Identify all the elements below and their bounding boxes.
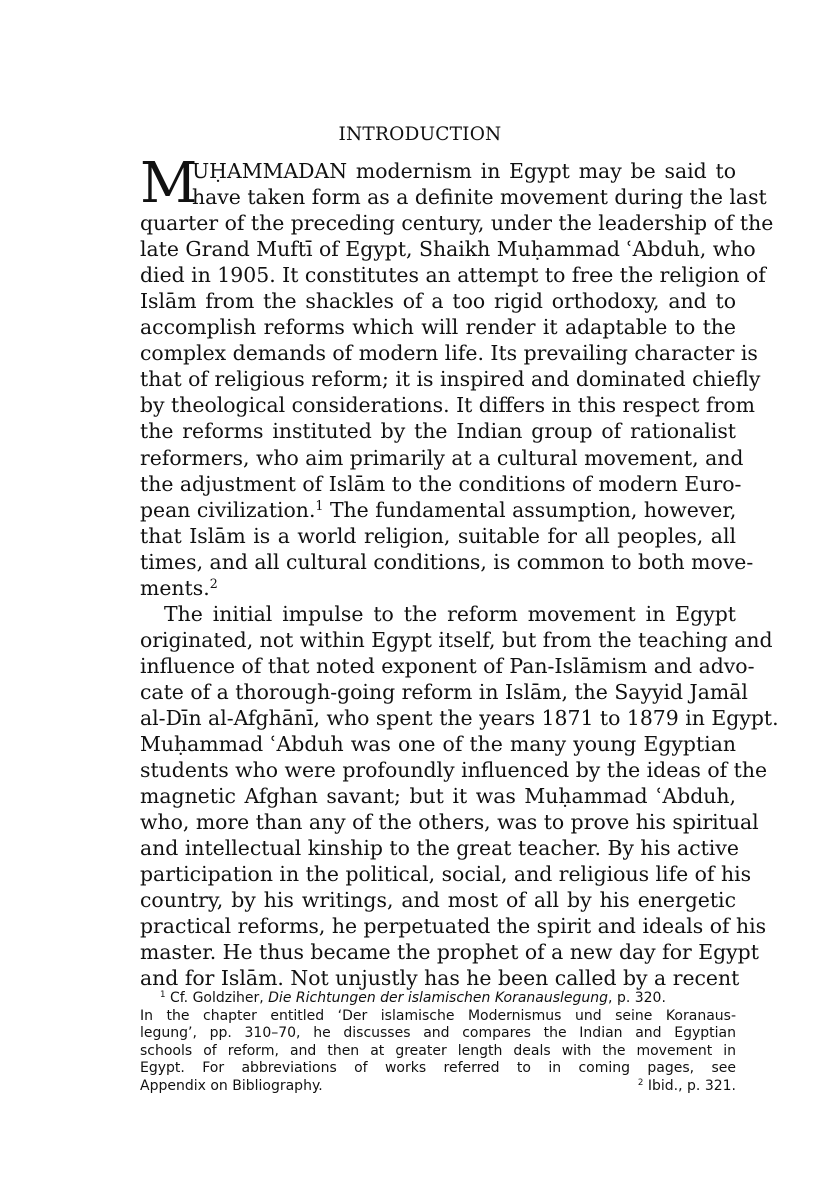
page-title: INTRODUCTION: [338, 124, 502, 145]
body-line: have taken form as a definite movement during the last: [192, 185, 767, 210]
footnote-book-title: Die Richtungen der islamischen Koranauslegung: [268, 990, 609, 1006]
body-line-with-note: [140, 575, 736, 601]
body-line: and for Islām. Not unjustly has he been called by a recent: [140, 966, 740, 991]
body-line: cate of a thorough-going reform in Islām, the Sayyid Jamāl: [140, 679, 748, 704]
body-line-part: pean civilization.: [140, 497, 316, 522]
footnote-ref-2: 2: [209, 575, 218, 591]
body-line-part: The fundamental assumption, however,: [323, 497, 737, 522]
body-line: country, by his writings, and most of all by his energetic: [140, 888, 736, 913]
body-line: died in 1905. It constitutes an attempt to free the religion of: [140, 263, 766, 288]
body-line: complex demands of modern life. Its prevailing character is: [140, 341, 758, 366]
footnote-2: [638, 1078, 736, 1096]
body-line: that of religious reform; it is inspired and dominated chiefly: [140, 367, 761, 392]
body-line: The initial impulse to the reform movement in Egypt: [164, 601, 736, 626]
footnote-mark-2: 2: [637, 1078, 644, 1089]
body-line: quarter of the preceding century, under the leadership of the: [140, 211, 774, 236]
footnote-line: legung’, pp. 310–70, he discusses and compares the Indian and Egyptian: [140, 1025, 736, 1042]
body-line: the adjustment of Islām to the conditions of modern Euro-: [140, 471, 742, 496]
body-line: reformers, who aim primarily at a cultural movement, and: [140, 445, 744, 470]
body-line: Muḥammad ʿAbduh was one of the many young Egyptian: [140, 732, 736, 757]
body-line-with-note: [140, 497, 736, 523]
body-line: students who were profoundly influenced by the ideas of the: [140, 758, 768, 783]
footnote-line: In the chapter entitled ‘Der islamische Modernismus und seine Koranaus-: [140, 1007, 736, 1024]
footnote-line: Appendix on Bibliography.: [140, 1077, 323, 1094]
footnote-final-line: [140, 1078, 736, 1096]
body-line: influence of that noted exponent of Pan-Islāmism and advo-: [140, 653, 755, 678]
body-line: that Islām is a world religion, suitable for all peoples, all: [140, 523, 736, 548]
body-line: times, and all cultural conditions, is common to both move-: [140, 549, 754, 574]
body-line: who, more than any of the others, was to prove his spiritual: [140, 810, 759, 835]
body-line: originated, not within Egypt itself, but from the teaching and: [140, 627, 773, 652]
body-line: and intellectual kinship to the great teacher. By his active: [140, 836, 739, 861]
body-line: magnetic Afghan savant; but it was Muḥammad ʿAbduh,: [140, 784, 736, 809]
footnote-2-text: Ibid., p. 321.: [643, 1077, 736, 1094]
footnote-text: Cf. Goldziher,: [169, 990, 269, 1006]
body-line: UḤAMMADAN modernism in Egypt may be said to: [192, 159, 736, 183]
footnote-text: , p. 320.: [608, 990, 666, 1006]
body-line: master. He thus became the prophet of a new day for Egypt: [140, 940, 759, 965]
body-text: [140, 151, 779, 992]
footnote-mark-1: 1: [160, 990, 166, 1001]
footnote-line: schools of reform, and then at greater length deals with the movement in: [140, 1042, 736, 1059]
body-line: late Grand Muftī of Egypt, Shaikh Muḥammad ʿAbduh, who: [140, 237, 756, 262]
footnote-line: Egypt. For abbreviations of works referred to in coming pages, see: [140, 1060, 736, 1077]
body-line: practical reforms, he perpetuated the spirit and ideals of his: [140, 914, 767, 939]
body-line: accomplish reforms which will render it adaptable to the: [140, 315, 736, 340]
body-line: Islām from the shackles of a too rigid orthodoxy, and to: [140, 289, 736, 314]
body-line: participation in the political, social, and religious life of his: [140, 862, 752, 887]
footnote-ref-1: 1: [315, 497, 324, 513]
body-line-part: ments.: [140, 575, 210, 600]
drop-cap: M: [140, 151, 198, 216]
body-line: al-Dīn al-Afghānī, who spent the years 1871 to 1879 in Egypt.: [140, 705, 779, 730]
footnote-1-first-line: [140, 990, 736, 1008]
footnotes: [140, 990, 736, 1096]
body-line: by theological considerations. It differs in this respect from: [140, 393, 755, 418]
body-line: the reforms instituted by the Indian group of rationalist: [140, 419, 736, 444]
